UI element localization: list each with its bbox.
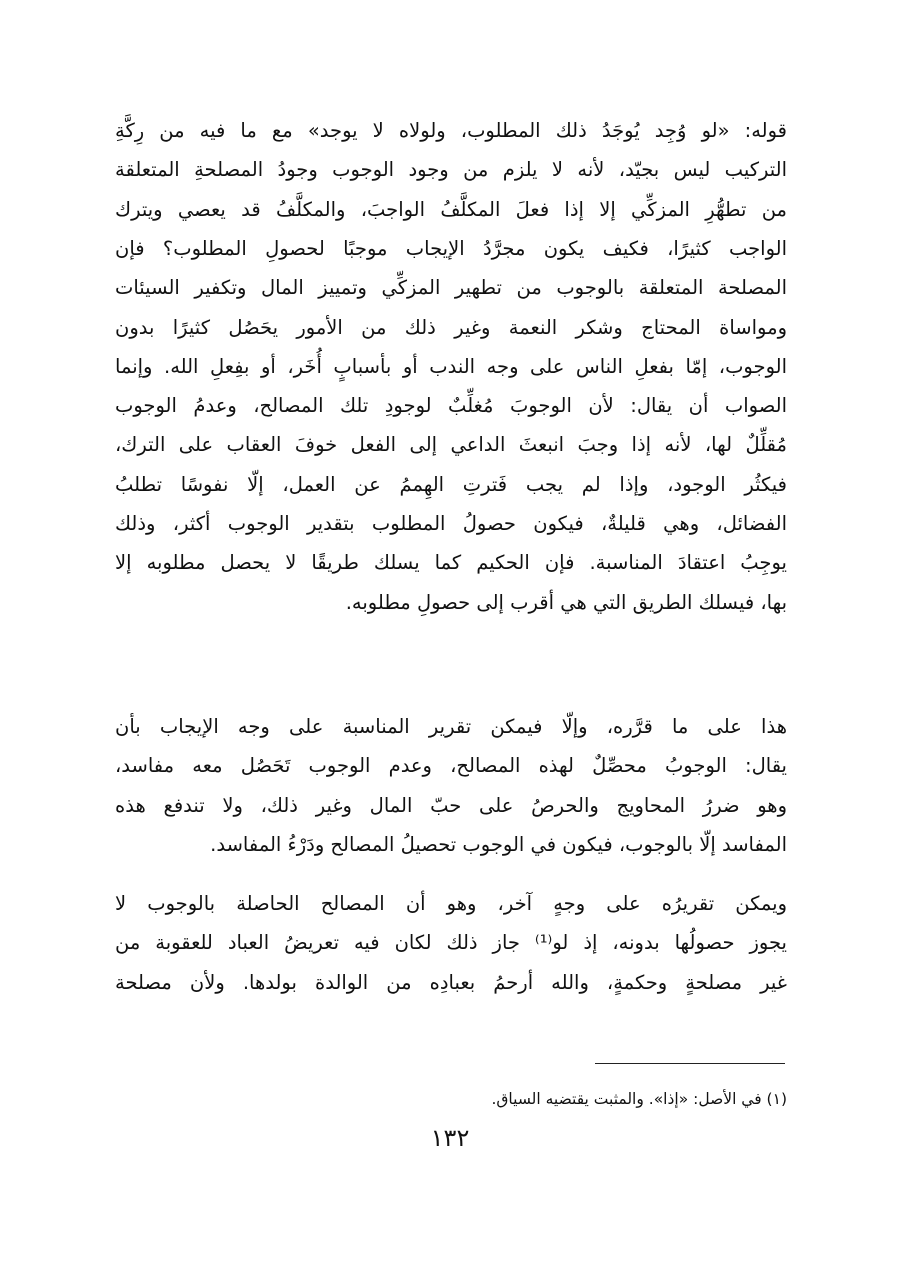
text-line: من تطهُّرِ المزكِّي إلا إذا فعلَ المكلَّفُ الواجبَ، والمكلَّفُ قد يعصي ويترك — [115, 197, 787, 221]
text-line: بها، فيسلك الطريق التي هي أقرب إلى حصولِ مطلوبه. — [345, 590, 787, 614]
text-line: المفاسد إلّا بالوجوب، فيكون في الوجوب تحصيلُ المصالح ودَرْءُ المفاسد. — [210, 832, 787, 856]
text-line: هذا على ما قرَّره، وإلّا فيمكن تقرير المناسبة على وجه الإيجاب بأن — [115, 715, 787, 738]
text-line: الواجب كثيرًا، فكيف يكون مجرَّدُ الإيجاب موجبًا لحصولِ المطلوب؟ فإن — [115, 236, 787, 260]
text-line: قوله: «لو وُجِد يُوجَدُ ذلك المطلوب، ولولاه لا يوجد» مع ما فيه من رِكَّةِ — [115, 119, 787, 142]
text-line: يجوز حصولُها بدونه، إذ لو⁽¹⁾ جاز ذلك لكان فيه تعريضُ العباد للعقوبة من — [115, 931, 787, 955]
footnote-divider — [595, 1063, 785, 1064]
text-line: المصلحة المتعلقة بالوجوب من تطهير المزكِّي وتمييز المال وتكفير السيئات — [115, 276, 787, 300]
text-line: يقال: الوجوبُ محصِّلٌ لهذه المصالح، وعدم الوجوب تَحَصُل معه مفاسد، — [115, 754, 787, 778]
text-line: الوجوب، إمّا بفعلِ الناس على وجه الندب أو بأسبابٍ أُخَر، أو بفِعلِ الله. وإنما — [115, 354, 787, 378]
text-line: يوجِبُ اعتقادَ المناسبة. فإن الحكيم كما يسلك طريقًا لا يحصل مطلوبه إلا — [115, 551, 787, 575]
text-line: التركيب ليس بجيّد، لأنه لا يلزم من وجود الوجوب وجودُ المصلحةِ المتعلقة — [115, 158, 787, 182]
page-number: ١٣٢ — [430, 1124, 470, 1152]
text-line: الصواب أن يقال: لأن الوجوبَ مُغلِّبٌ لوجودِ تلك المصالح، وعدمُ الوجوب — [115, 394, 787, 418]
text-line: ويمكن تقريرُه على وجهٍ آخر، وهو أن المصالح الحاصلة بالوجوب لا — [115, 892, 787, 915]
text-line: فيكثُر الوجود، وإذا لم يجب فَترتِ الهِممُ عن العمل، إلّا نفوسًا تطلبُ — [115, 472, 787, 496]
text-line: غير مصلحةٍ وحكمةٍ، والله أرحمُ بعبادِه من الوالدة بولدها. ولأن مصلحة — [115, 970, 787, 994]
text-line: مُقلِّلٌ لها، لأنه إذا وجبَ انبعثَ الداعي إلى الفعل خوفَ العقاب على الترك، — [115, 433, 787, 457]
text-line: ومواساة المحتاج وشكر النعمة وغير ذلك من الأمور يحَصُل كثيرًا بدون — [115, 315, 787, 339]
text-line: وهو ضررُ المحاويج والحرصُ على حبّ المال وغير ذلك، ولا تندفع هذه — [115, 793, 787, 817]
text-line: الفضائل، وهي قليلةٌ، فيكون حصولُ المطلوب بتقدير الوجوب أكثر، وذلك — [115, 512, 787, 535]
footnote: (١) في الأصل: «إذا». والمثبت يقتضيه السياق. — [491, 1090, 787, 1108]
